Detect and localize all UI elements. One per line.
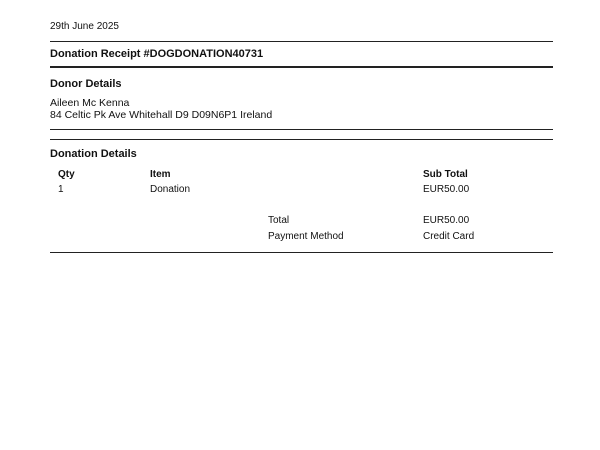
row-subtotal: EUR50.00 <box>423 184 470 195</box>
column-header-subtotal: Sub Total <box>423 169 468 180</box>
row-qty: 1 <box>58 184 64 195</box>
divider <box>50 66 553 68</box>
divider <box>50 41 553 42</box>
donor-address: 84 Celtic Pk Ave Whitehall D9 D09N6P1 Ireland <box>50 109 273 121</box>
total-value: EUR50.00 <box>423 215 470 226</box>
payment-method-label: Payment Method <box>268 231 344 242</box>
donation-details-heading: Donation Details <box>50 148 137 160</box>
divider <box>50 139 553 140</box>
donor-name: Aileen Mc Kenna <box>50 97 130 109</box>
receipt-date: 29th June 2025 <box>50 21 119 32</box>
receipt-title: Donation Receipt #DOGDONATION40731 <box>50 48 264 60</box>
row-item: Donation <box>150 184 191 195</box>
donor-details-heading: Donor Details <box>50 78 122 90</box>
column-header-item: Item <box>150 169 171 180</box>
total-label: Total <box>268 215 290 226</box>
divider <box>50 252 553 253</box>
divider <box>50 129 553 130</box>
column-header-qty: Qty <box>58 169 75 180</box>
payment-method-value: Credit Card <box>423 231 475 242</box>
